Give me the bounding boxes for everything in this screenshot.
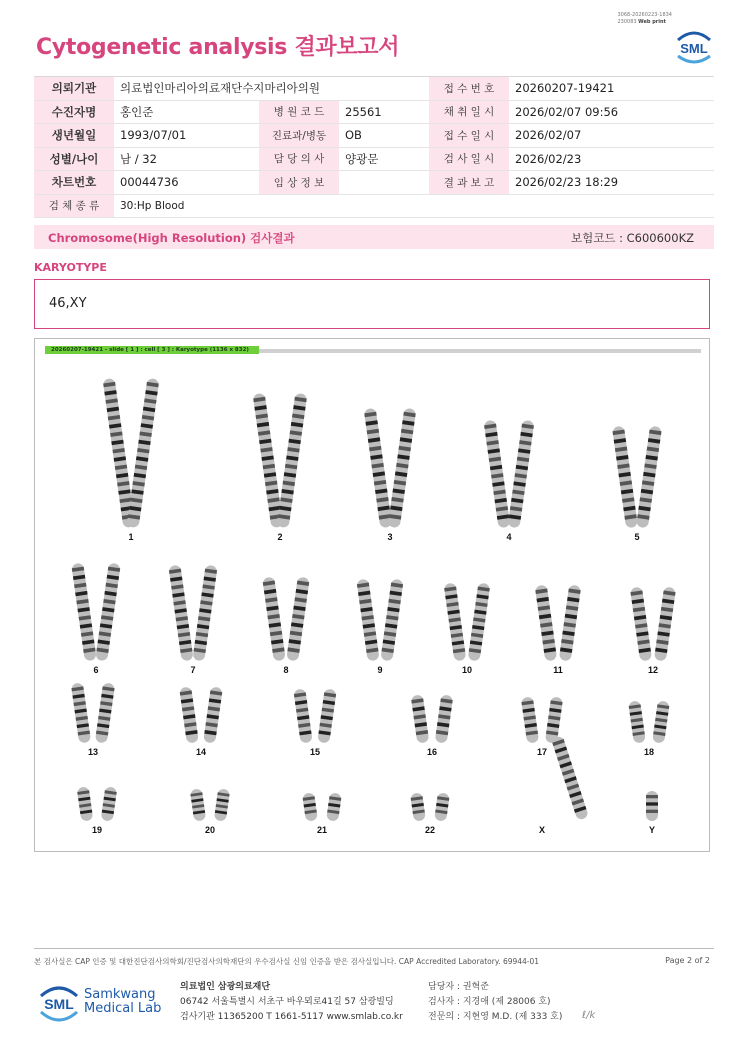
staff-tester: 검사자 : 지경애 (제 28006 호) [428, 997, 551, 1007]
chromosome-20a [190, 788, 206, 821]
karyotype-box [34, 279, 710, 329]
chromosome-label-15: 15 [309, 747, 321, 757]
chromosome-7b [192, 565, 217, 662]
value-birth-date: 1993/07/01 [114, 124, 259, 148]
chromosome-19b [101, 786, 118, 821]
certification-text: 본 검사실은 CAP 인증 및 대한진단검사의학회/진단검사의학재단의 우수검사실 신임 인증을 받은 검사실입니다. CAP Accredited Laboratory. 69944-01 [34, 957, 540, 966]
chromosome-15b [317, 688, 336, 743]
chromosome-16b [435, 694, 454, 743]
value-chart-number: 00044736 [114, 171, 259, 195]
label-receipt-date: 접 수 일 시 [429, 124, 509, 148]
label-chart-number: 차트번호 [34, 171, 114, 195]
value-collection-date: 2026/02/07 09:56 [509, 100, 714, 124]
chromosome-label-19: 19 [91, 825, 103, 835]
chromosome-10b [468, 583, 491, 662]
svg-text:SML: SML [680, 41, 708, 56]
page-number: Page 2 of 2 [665, 956, 710, 965]
value-receipt-number: 20260207-19421 [509, 77, 714, 101]
chromosome-8a [262, 577, 286, 662]
report-code-line1: 3068-20260223-1834 [617, 12, 672, 18]
value-clinical-info [339, 171, 429, 195]
label-doctor: 담 당 의 사 [259, 147, 339, 171]
label-result-report: 결 과 보 고 [429, 171, 509, 195]
chromosome-label-14: 14 [195, 747, 207, 757]
chromosome-9a [356, 579, 379, 662]
chromosome-3b [388, 408, 417, 529]
value-test-date: 2026/02/23 [509, 147, 714, 171]
chromosome-5b [636, 426, 662, 529]
chromosome-17a [521, 696, 539, 743]
label-test-date: 검 사 일 시 [429, 147, 509, 171]
label-clinical-info: 임 상 정 보 [259, 171, 339, 195]
chromosome-2a [253, 393, 284, 528]
table-row [34, 147, 714, 171]
value-receipt-date: 2026/02/07 [509, 124, 714, 148]
karyotype-image [34, 338, 710, 852]
label-specimen-type: 검 체 종 류 [34, 194, 114, 218]
chromosome-18a [628, 700, 646, 743]
chromosome-label-13: 13 [87, 747, 99, 757]
svg-text:SML: SML [44, 996, 74, 1012]
org-address: 06742 서울특별시 서초구 바우뫼로41길 57 삼광빌딩 [180, 997, 394, 1007]
chromosome-3a [364, 408, 393, 529]
chromosome-label-3: 3 [387, 532, 393, 542]
chromosome-label-9: 9 [377, 665, 383, 675]
label-patient-name: 수진자명 [34, 100, 114, 124]
web-print-label: Web print [638, 19, 666, 25]
chromosome-label-20: 20 [204, 825, 216, 835]
table-row [34, 194, 714, 218]
value-result-report: 2026/02/23 18:29 [509, 171, 714, 195]
chromosome-11b [559, 585, 581, 662]
lab-name-line1: Samkwang [84, 987, 156, 1002]
value-specimen-type: 30:Hp Blood [114, 194, 714, 218]
chromosome-8b [286, 577, 310, 662]
chromosome-label-8: 8 [283, 665, 289, 675]
chromosome-4a [484, 420, 511, 529]
report-title: Cytogenetic analysis 결과보고서 [36, 35, 400, 60]
sml-logo-icon [672, 26, 716, 66]
label-birth-date: 생년월일 [34, 124, 114, 148]
chromosome-17b [545, 696, 563, 743]
label-collection-date: 채 취 일 시 [429, 100, 509, 124]
chromosome-label-6: 6 [93, 665, 99, 675]
insurance-code: 보험코드 : C600600KZ [571, 231, 694, 245]
chromosome-20b [214, 788, 230, 821]
chromosome-label-Y: Y [648, 825, 656, 835]
chromosome-7a [168, 565, 193, 662]
chromosome-14a [179, 686, 199, 743]
chromosome-1b [127, 378, 160, 528]
table-row [34, 171, 714, 195]
chromosome-Y [646, 791, 658, 821]
lab-name [84, 988, 161, 1016]
chromosome-16a [411, 694, 430, 743]
chromosome-label-21: 21 [316, 825, 328, 835]
label-hospital-code: 병 원 코 드 [259, 100, 339, 124]
chromosome-2b [277, 393, 308, 528]
chromosome-label-16: 16 [426, 747, 438, 757]
karyotype-label: KARYOTYPE [34, 261, 107, 274]
footer-divider [34, 948, 714, 949]
chromosome-4b [508, 420, 535, 529]
chromosome-22b [434, 792, 450, 821]
chromosome-5a [612, 426, 638, 529]
karyotype-value: 46,XY [49, 296, 87, 311]
value-doctor: 양광문 [339, 147, 429, 171]
chromosome-label-5: 5 [634, 532, 640, 542]
chromosome-22a [410, 792, 426, 821]
signature: ℓ/k [582, 1010, 596, 1021]
label-receipt-number: 접 수 번 호 [429, 77, 509, 101]
chromosome-label-7: 7 [190, 665, 196, 675]
karyotype-image-caption: 20260207-19421 - slide [ 1 ] : cell [ 3 ] : Karyotype (1136 x 832) [45, 346, 259, 354]
chromosome-label-17: 17 [536, 747, 548, 757]
chromosome-14b [203, 686, 223, 743]
chromosome-label-4: 4 [506, 532, 512, 542]
table-row [34, 77, 714, 101]
table-row [34, 100, 714, 124]
chromosome-19a [77, 786, 94, 821]
label-sex-age: 성별/나이 [34, 147, 114, 171]
chromosome-15a [293, 688, 312, 743]
value-patient-name: 홍인준 [114, 100, 259, 124]
value-hospital-code: 25561 [339, 100, 429, 124]
value-requesting-institution: 의료법인마리아의료재단수지마리아의원 [114, 77, 429, 101]
report-code-line2: 230083 Web print [617, 19, 666, 25]
report-code [617, 12, 672, 26]
chromosome-label-10: 10 [461, 665, 473, 675]
chromosome-9b [380, 579, 403, 662]
chromosome-18b [652, 700, 670, 743]
sml-footer-logo-icon [36, 980, 82, 1026]
chromosome-label-11: 11 [553, 665, 563, 675]
chromosome-12a [630, 587, 652, 662]
chromosome-11a [535, 585, 557, 662]
org-contact: 검사기관 11365200 T 1661-5117 www.smlab.co.kr [180, 1012, 403, 1022]
staff-manager: 담당자 : 권혁준 [428, 982, 489, 992]
chromosome-label-X: X [538, 825, 546, 835]
chromosome-6b [95, 563, 121, 662]
staff-specialist: 전문의 : 지현영 M.D. (제 333 호) [428, 1012, 563, 1022]
label-department: 진료과/병동 [259, 124, 339, 148]
karyogram [35, 339, 711, 853]
chromosome-label-18: 18 [643, 747, 655, 757]
chromosome-label-2: 2 [277, 532, 283, 542]
chromosome-13b [95, 682, 115, 743]
chromosome-12b [654, 587, 676, 662]
patient-info-table [34, 76, 714, 218]
table-row [34, 124, 714, 148]
chromosome-10a [444, 583, 467, 662]
lab-name-line2: Medical Lab [84, 1001, 162, 1016]
label-requesting-institution: 의뢰기관 [34, 77, 114, 101]
result-section-title: Chromosome(High Resolution) 검사결과 [48, 231, 295, 245]
organization-info [180, 980, 403, 1025]
chromosome-6a [71, 563, 97, 662]
chromosome-X [551, 735, 589, 820]
chromosome-label-1: 1 [128, 532, 134, 542]
org-name: 의료법인 삼광의료재단 [180, 982, 271, 992]
chromosome-21a [302, 792, 318, 821]
chromosome-label-12: 12 [647, 665, 659, 675]
value-department: OB [339, 124, 429, 148]
chromosome-21b [326, 792, 342, 821]
chromosome-13a [71, 682, 91, 743]
value-sex-age: 남 / 32 [114, 147, 259, 171]
result-section-header [34, 225, 714, 249]
chromosome-label-22: 22 [424, 825, 436, 835]
staff-info [428, 980, 562, 1025]
